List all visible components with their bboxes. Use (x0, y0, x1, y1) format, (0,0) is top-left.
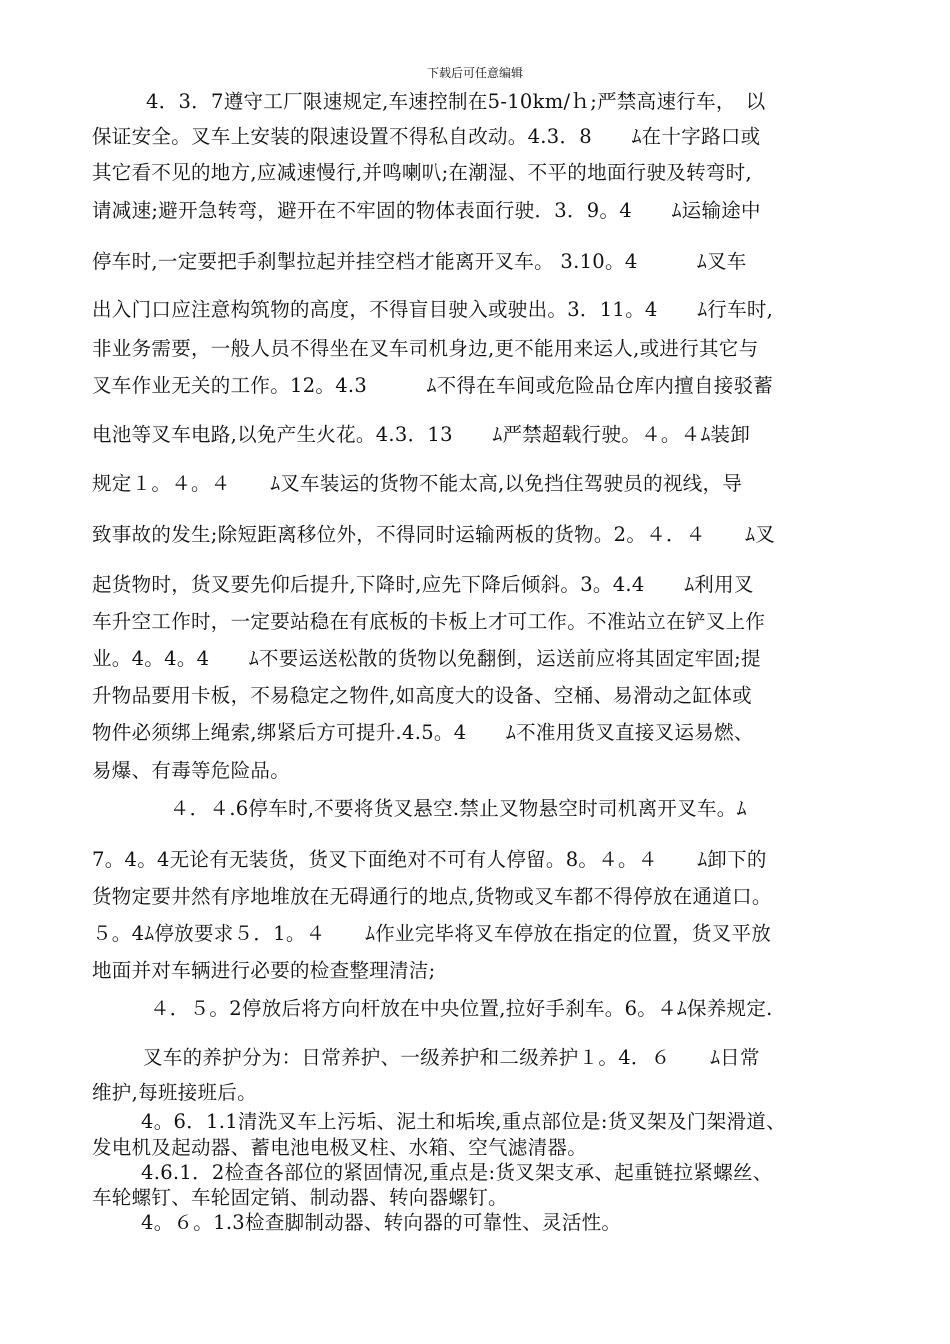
text-line: 4。6．1.1清洗叉车上污垢、泥土和垢埃,重点部位是:货叉架及门架滑道、 (141, 1110, 786, 1133)
text-line: 4。６。1.3检查脚制动器、转向器的可靠性、灵活性。 (141, 1211, 622, 1234)
text-line: ４．４.6停车时,不要将货叉悬空.禁止叉物悬空时司机离开叉车。ﾑ (150, 797, 747, 820)
text-line: 升物品要用卡板，不易稳定之物件,如高度大的设备、空桶、易滑动之缸体或 (92, 684, 752, 707)
text-line: ４．５。2停放后将方向杆放在中央位置,拉好手刹车。6。４ﾑ保养规定. (150, 997, 773, 1020)
text-line: 电池等叉车电路,以免产生火花。4.3．13 ﾑ严禁超载行驶。４。４ﾑ装卸 (92, 423, 751, 446)
text-line: 非业务需要，一般人员不得坐在叉车司机身边,更不能用来运人,或进行其它与 (92, 337, 759, 360)
text-line: 物件必须绑上绳索,绑紧后方可提升.4.5。4 ﾑ不准用货叉直接叉运易燃、 (92, 721, 754, 744)
text-line: ５。4ﾑ停放要求５．1。４ ﾑ作业完毕将叉车停放在指定的位置，货叉平放 (92, 922, 772, 945)
text-line: 货物定要井然有序地堆放在无碍通行的地点,货物或叉车都不得停放在通道口。 (92, 885, 772, 908)
text-line: 起货物时，货叉要先仰后提升,下降时,应先下降后倾斜。3。4.4 ﾑ利用叉 (92, 573, 754, 596)
text-line: 出入门口应注意构筑物的高度，不得盲目驶入或驶出。3．11。4 ﾑ行车时, (92, 298, 774, 321)
text-line: 易爆、有毒等危险品。 (92, 759, 291, 782)
text-line: 7。4。4无论有无装货，货叉下面绝对不可有人停留。8。４。４ ﾑ卸下的 (92, 848, 767, 871)
text-line: 停车时,一定要把手刹掣拉起并挂空档才能离开叉车。 3.10。4 ﾑ叉车 (92, 250, 747, 273)
text-line: 业。4。4。4 ﾑ不要运送松散的货物以免翻倒，运送前应将其固定牢固;提 (92, 647, 761, 670)
text-line: 维护,每班接班后。 (92, 1081, 257, 1104)
text-line: 其它看不见的地方,应减速慢行,并鸣喇叭;在潮湿、不平的地面行驶及转弯时, (92, 161, 752, 184)
text-line: 叉车作业无关的工作。12。4.3 ﾑ不得在车间或危险品仓库内擅自接驳蓄 (92, 374, 774, 397)
text-line: 致事故的发生;除短距离移位外，不得同时运输两板的货物。2。４．４ ﾑ叉 (92, 523, 776, 546)
text-line: 规定１。４。４ ﾑ叉车装运的货物不能太高,以免挡住驾驶员的视线，导 (92, 472, 743, 495)
text-line: 请减速;避开急转弯，避开在不牢固的物体表面行驶．3．9。4 ﾑ运输途中 (92, 199, 761, 222)
text-line: 4.6.1．2检查各部位的紧固情况,重点是:货叉架支承、起重链拉紧螺丝、 (141, 1161, 773, 1184)
text-line: 车升空工作时，一定要站稳在有底板的卡板上才可工作。不准站立在铲叉上作 (92, 610, 766, 633)
text-line: 4．3．7遵守工厂限速规定,车速控制在5-10km/ｈ;严禁高速行车， 以 (146, 90, 766, 113)
text-line: 叉车的养护分为：日常养护、一级养护和二级养护１。4．６ ﾑ日常 (143, 1046, 760, 1069)
text-line: 保证安全。叉车上安装的限速设置不得私自改动。4.3．8 ﾑ在十字路口或 (92, 125, 761, 148)
text-line: 车轮螺钉、车轮固定销、制动器、转向器螺钉。 (92, 1186, 508, 1209)
text-line: 发电机及起动器、蓄电池电极叉柱、水箱、空气滤清器。 (92, 1136, 588, 1159)
text-line: 地面并对车辆进行必要的检查整理清洁; (92, 959, 436, 982)
page-header: 下载后可任意编辑 (426, 66, 523, 80)
